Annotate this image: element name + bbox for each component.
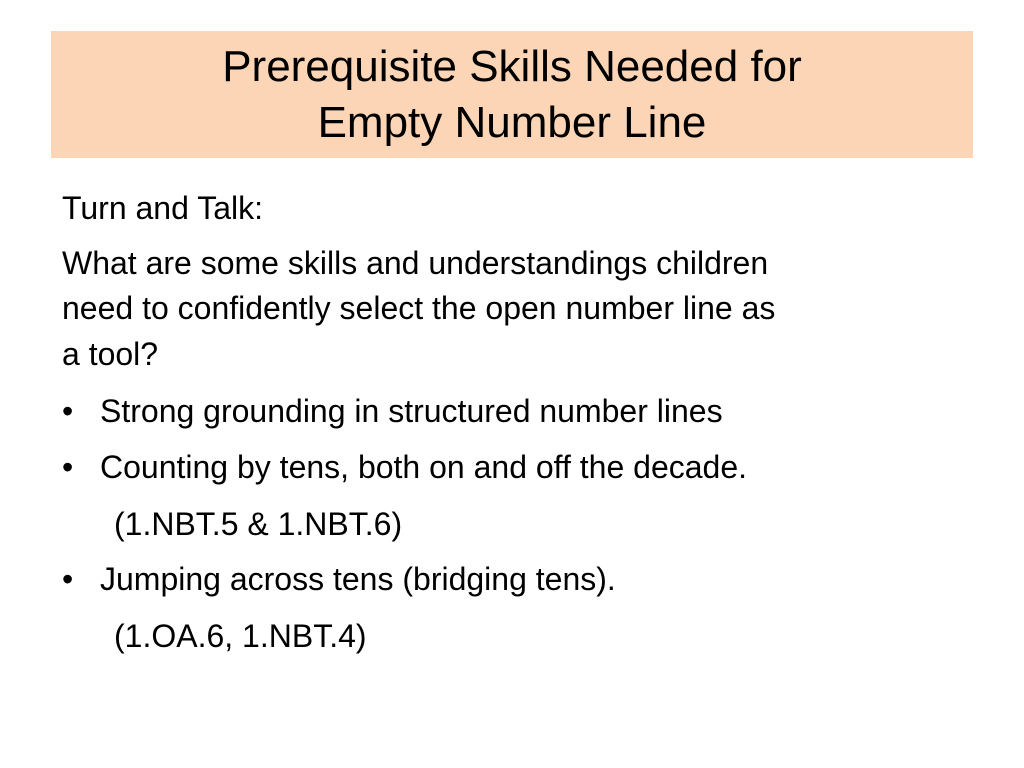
bullet-text: Counting by tens, both on and off the decade. [100, 449, 748, 485]
slide-title-line-2: Empty Number Line [317, 97, 707, 147]
bullet-marker: • [62, 449, 74, 485]
bullet-marker: • [62, 561, 74, 597]
standards-reference: (1.OA.6, 1.NBT.4) [114, 618, 367, 654]
title-banner [51, 31, 973, 158]
question-line-3: a tool? [62, 336, 159, 372]
question-line-2: need to confidently select the open number line as [62, 290, 776, 326]
turn-and-talk-label: Turn and Talk: [62, 190, 263, 226]
slide-title-line-1: Prerequisite Skills Needed for [222, 41, 802, 91]
question-line-1: What are some skills and understandings children [62, 245, 769, 281]
bullet-text: Strong grounding in structured number lines [100, 393, 723, 429]
standards-reference: (1.NBT.5 & 1.NBT.6) [114, 506, 403, 542]
bullet-marker: • [62, 393, 74, 429]
bullet-text: Jumping across tens (bridging tens). [100, 561, 616, 597]
